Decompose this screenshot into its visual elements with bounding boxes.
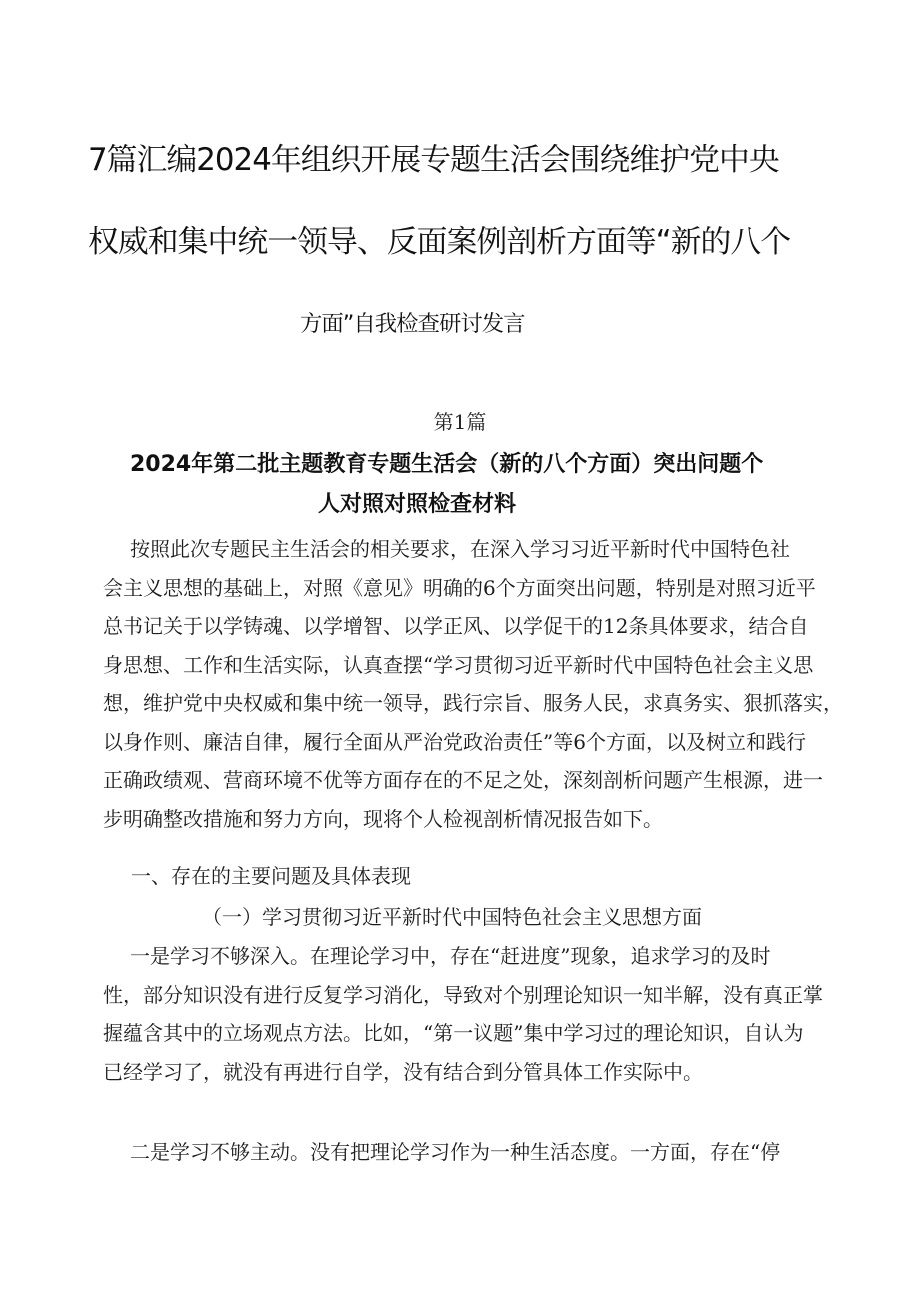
paragraph-line: 步明确整改措施和努力方向，现将个人检视剖析情况报告如下。 (103, 806, 663, 831)
document-title-line-1: 7篇汇编2024年组织开展专题生活会围绕维护党中央 (88, 142, 779, 178)
paragraph-line: 二是学习不够主动。没有把理论学习作为一种生活态度。一方面，存在“停 (130, 1140, 781, 1164)
paragraph-line: 以身作则、廉洁自律，履行全面从严治党政治责任”等6个方面，以及树立和践行 (103, 729, 806, 754)
problem-paragraph-2 (103, 1133, 853, 1172)
subtitle-line-2: 人对照对照检查材料 (318, 492, 517, 517)
paragraph-line: 总书记关于以学铸魂、以学增智、以学正风、以学促干的12条具体要求，结合自 (103, 614, 809, 638)
subtitle-line-1: 2024年第二批主题教育专题生活会（新的八个方面）突出问题个 (130, 452, 764, 477)
paragraph-line: 已经学习了，就没有再进行自学，没有结合到分管具体工作实际中。 (103, 1059, 703, 1084)
document-title-line-2: 权威和集中统一领导、反面案例剖析方面等“新的八个 (88, 224, 791, 260)
paragraph-line: 一是学习不够深入。在理论学习中，存在“赶进度”现象，追求学习的及时 (130, 944, 771, 968)
paragraph-line: 身思想、工作和生活实际，认真查摆“学习贯彻习近平新时代中国特色社会主义思 (103, 652, 814, 677)
document-title-line-3: 方面”自我检查研讨发言 (300, 311, 525, 337)
paragraph-line: 想，维护党中央权威和集中统一领导，践行宗旨、服务人民，求真务实、狠抓落实， (103, 691, 843, 715)
section-number: 第1篇 (433, 410, 487, 434)
paragraph-line: 会主义思想的基础上，对照《意见》明确的6个方面突出问题，特别是对照习近平 (103, 575, 816, 600)
heading-main-problems: 一、存在的主要问题及具体表现 (131, 864, 411, 888)
paragraph-line: 握蕴含其中的立场观点方法。比如，“第一议题”集中学习过的理论知识，自认为 (103, 1021, 804, 1045)
intro-paragraph (103, 530, 853, 838)
heading-section-one: （一）学习贯彻习近平新时代中国特色社会主义思想方面 (202, 905, 702, 929)
paragraph-line: 正确政绩观、营商环境不优等方面存在的不足之处，深刻剖析问题产生根源，进一 (103, 768, 823, 792)
paragraph-line: 性，部分知识没有进行反复学习消化，导致对个别理论知识一知半解，没有真正掌 (103, 982, 823, 1007)
problem-paragraph-1 (103, 937, 853, 1091)
paragraph-line: 按照此次专题民主生活会的相关要求，在深入学习习近平新时代中国特色社 (130, 537, 790, 561)
